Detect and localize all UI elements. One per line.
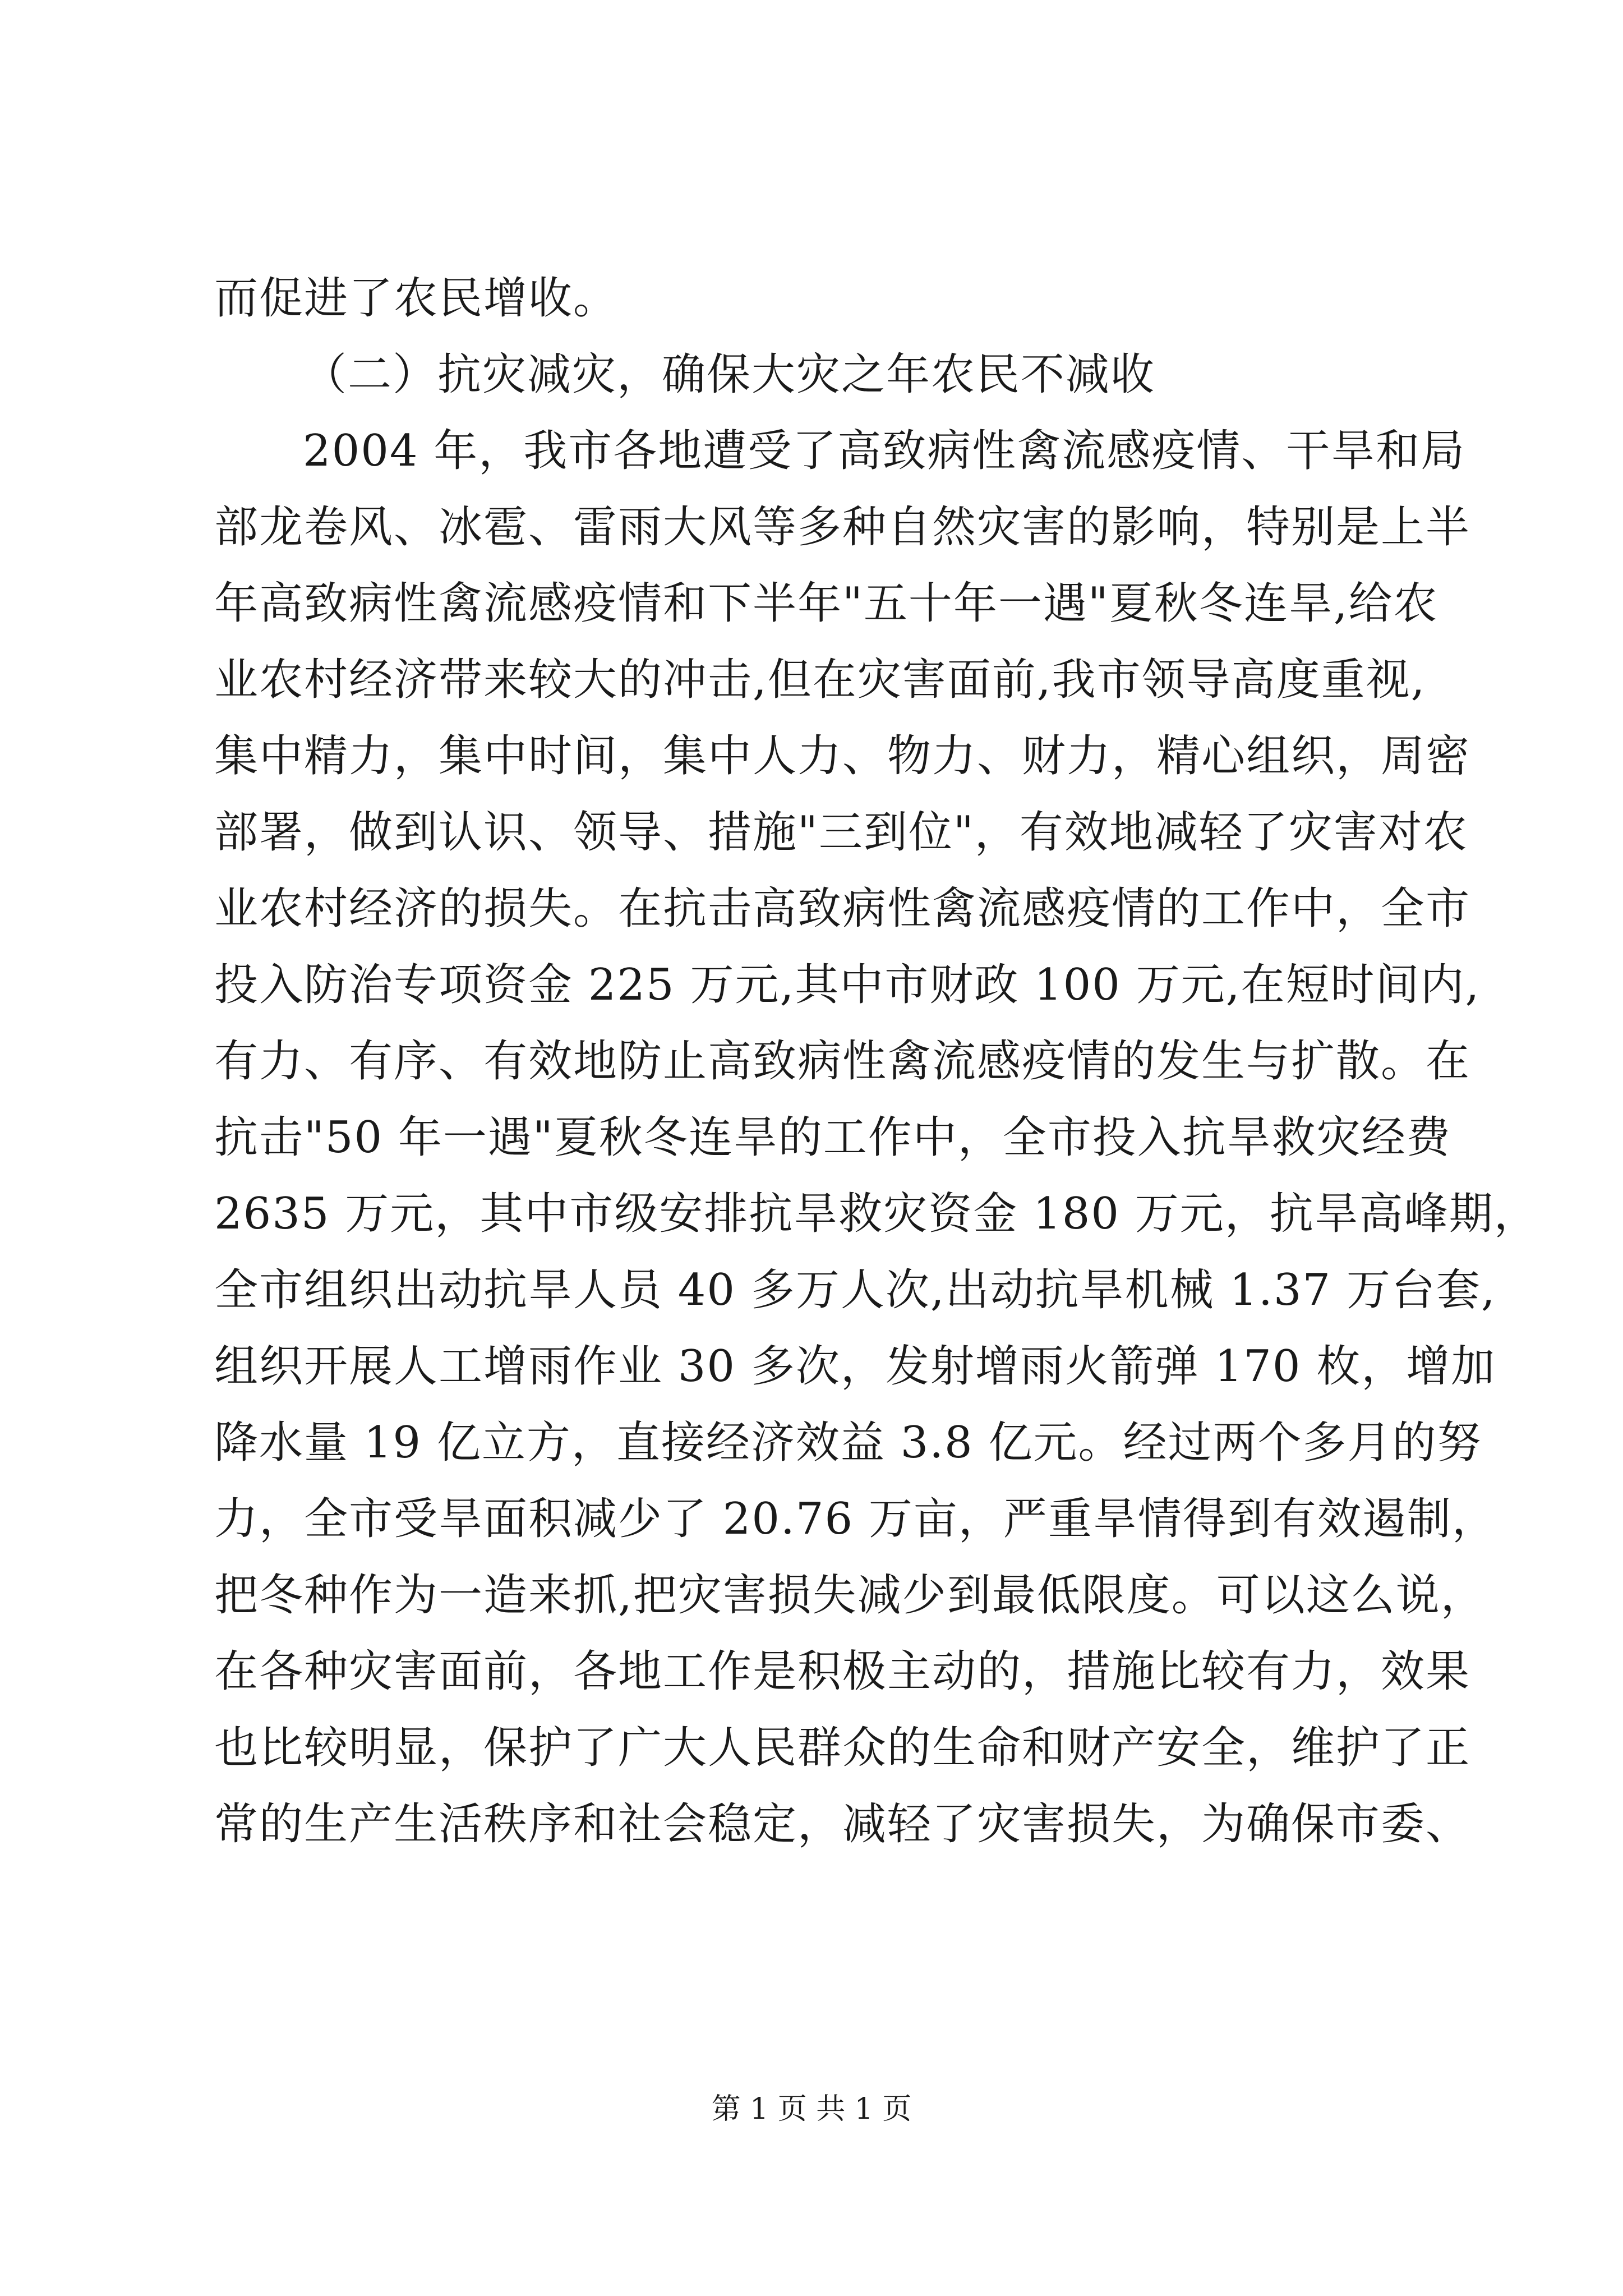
text-line-3: 2004 年，我市各地遭受了高致病性禽流感疫情、干旱和局 [303, 426, 1466, 476]
text-line-14: 全市组织出动抗旱人员 40 多万人次,出动抗旱机械 1.37 万台套, [214, 1265, 1496, 1315]
page-footer: 第 1 页 共 1 页 [711, 2092, 912, 2126]
text-line-16: 降水量 19 亿立方，直接经济效益 3.8 亿元。经过两个多月的努 [214, 1418, 1482, 1468]
text-line-15: 组织开展人工增雨作业 30 多次，发射增雨火箭弹 170 枚，增加 [214, 1341, 1496, 1392]
text-line-13: 2635 万元，其中市级安排抗旱救灾资金 180 万元，抗旱高峰期， [214, 1189, 1539, 1239]
text-line-17: 力，全市受旱面积减少了 20.76 万亩，严重旱情得到有效遏制， [214, 1494, 1497, 1544]
text-line-19: 在各种灾害面前，各地工作是积极主动的，措施比较有力，效果 [214, 1646, 1471, 1697]
text-line-11: 有力、有序、有效地防止高致病性禽流感疫情的发生与扩散。在 [214, 1036, 1471, 1087]
text-line-4: 部龙卷风、冰雹、雷雨大风等多种自然灾害的影响，特别是上半 [214, 502, 1471, 553]
text-line-8: 部署，做到认识、领导、措施"三到位"，有效地减轻了灾害对农 [214, 807, 1468, 858]
section-heading: （二）抗灾减灾，确保大灾之年农民不减收 [303, 349, 1156, 400]
text-line-1: 而促进了农民增收。 [214, 273, 619, 324]
text-line-9: 业农村经济的损失。在抗击高致病性禽流感疫情的工作中，全市 [214, 884, 1471, 934]
text-line-18: 把冬种作为一造来抓,把灾害损失减少到最低限度。可以这么说， [214, 1570, 1486, 1621]
text-line-10: 投入防治专项资金 225 万元,其中市财政 100 万元,在短时间内, [214, 960, 1481, 1010]
text-line-20: 也比较明显，保护了广大人民群众的生命和财产安全，维护了正 [214, 1723, 1471, 1773]
text-line-6: 业农村经济带来较大的冲击,但在灾害面前,我市领导高度重视, [214, 655, 1426, 705]
text-line-7: 集中精力，集中时间，集中人力、物力、财力，精心组织，周密 [214, 731, 1471, 781]
text-line-21: 常的生产生活秩序和社会稳定，减轻了灾害损失，为确保市委、 [214, 1799, 1471, 1849]
text-line-12: 抗击"50 年一遇"夏秋冬连旱的工作中，全市投入抗旱救灾经费 [214, 1112, 1451, 1163]
text-line-5: 年高致病性禽流感疫情和下半年"五十年一遇"夏秋冬连旱,给农 [214, 578, 1438, 629]
